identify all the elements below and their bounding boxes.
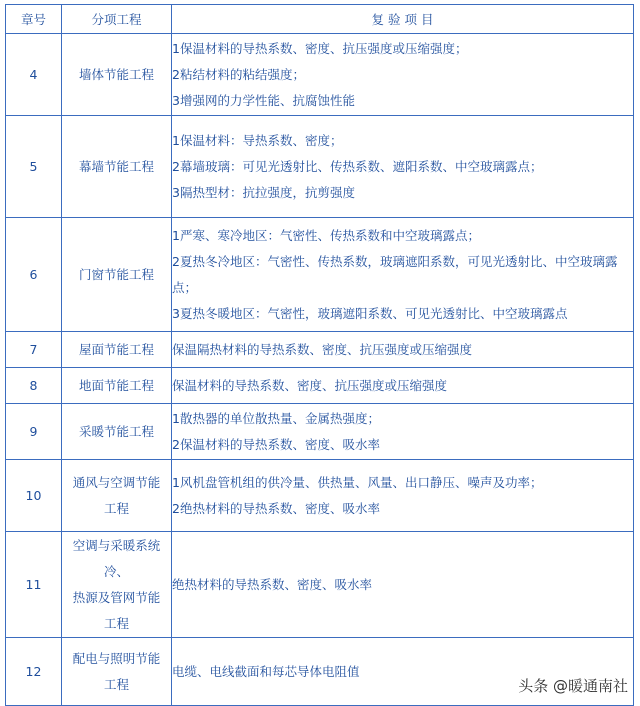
inspection-item: 1严寒、寒冷地区：气密性、传热系数和中空玻璃露点； (172, 227, 480, 243)
table-row (6, 332, 634, 368)
project-name-line: 采暖节能工程 (78, 423, 154, 439)
project-name-line: 工程 (103, 676, 129, 692)
project-name-line: 热源及管网节能 (72, 589, 161, 605)
project-name (62, 460, 172, 532)
project-name (62, 332, 172, 368)
table-row (6, 34, 634, 116)
header-project: 分项工程 (62, 5, 172, 34)
chapter-no: 6 (6, 218, 62, 332)
inspection-items (172, 34, 634, 116)
chapter-no: 9 (6, 404, 62, 460)
inspection-items (172, 116, 634, 218)
inspection-item: 保温隔热材料的导热系数、密度、抗压强度或压缩强度 (172, 341, 473, 357)
project-name-line: 工程 (103, 500, 129, 516)
chapter-no: 8 (6, 368, 62, 404)
project-name-line: 墙体节能工程 (78, 66, 154, 82)
table-header-row (6, 5, 634, 34)
project-name (62, 34, 172, 116)
chapter-no: 7 (6, 332, 62, 368)
inspection-item: 3夏热冬暖地区：气密性，玻璃遮阳系数、可见光透射比、中空玻璃露点 (172, 305, 568, 321)
inspection-item: 3增强网的力学性能、抗腐蚀性能 (172, 92, 355, 108)
header-chapter-no: 章号 (6, 5, 62, 34)
table-row (6, 460, 634, 532)
inspection-item: 电缆、电线截面和每芯导体电阻值 (172, 663, 360, 679)
project-name (62, 116, 172, 218)
header-items: 复 验 项 目 (172, 5, 634, 34)
table-row (6, 116, 634, 218)
inspection-items (172, 218, 634, 332)
watermark: 头条 @暖通南社 (518, 677, 628, 695)
inspection-item: 绝热材料的导热系数、密度、吸水率 (172, 576, 373, 592)
table-row (6, 368, 634, 404)
inspection-items (172, 404, 634, 460)
project-name (62, 638, 172, 706)
inspection-item: 3隔热型材：抗拉强度，抗剪强度 (172, 184, 355, 200)
project-name-line: 空调与采暖系统 (72, 537, 161, 553)
chapter-no: 5 (6, 116, 62, 218)
project-name-line: 冷、 (103, 563, 129, 579)
inspection-item: 1风机盘管机组的供冷量、供热量、风量、出口静压、噪声及功率； (172, 474, 543, 490)
project-name (62, 218, 172, 332)
inspection-items (172, 368, 634, 404)
inspection-items (172, 332, 634, 368)
table-row (6, 404, 634, 460)
inspection-item: 2保温材料的导热系数、密度、吸水率 (172, 436, 380, 452)
inspection-item: 2粘结材料的粘结强度； (172, 66, 305, 82)
project-name-line: 配电与照明节能 (72, 650, 161, 666)
chapter-no: 11 (6, 532, 62, 638)
project-name-line: 通风与空调节能 (72, 474, 161, 490)
inspection-item: 1保温材料：导热系数、密度； (172, 132, 343, 148)
project-name-line: 幕墙节能工程 (78, 158, 154, 174)
inspection-table (5, 4, 634, 706)
table-row (6, 532, 634, 638)
inspection-item: 保温材料的导热系数、密度、抗压强度或压缩强度 (172, 377, 448, 393)
project-name-line: 门窗节能工程 (78, 266, 154, 282)
chapter-no: 12 (6, 638, 62, 706)
table-row (6, 218, 634, 332)
chapter-no: 10 (6, 460, 62, 532)
project-name (62, 532, 172, 638)
project-name-line: 屋面节能工程 (78, 341, 154, 357)
inspection-item: 1散热器的单位散热量、金属热强度； (172, 410, 380, 426)
inspection-items (172, 460, 634, 532)
inspection-item: 2绝热材料的导热系数、密度、吸水率 (172, 500, 380, 516)
project-name-line: 工程 (103, 615, 129, 631)
inspection-items (172, 532, 634, 638)
inspection-item: 2幕墙玻璃：可见光透射比、传热系数、遮阳系数、中空玻璃露点； (172, 158, 543, 174)
project-name-line: 地面节能工程 (78, 377, 154, 393)
project-name (62, 368, 172, 404)
inspection-item: 2夏热冬冷地区：气密性、传热系数，玻璃遮阳系数，可见光透射比、中空玻璃露点； (172, 253, 618, 295)
chapter-no: 4 (6, 34, 62, 116)
inspection-item: 1保温材料的导热系数、密度、抗压强度或压缩强度； (172, 40, 468, 56)
project-name (62, 404, 172, 460)
